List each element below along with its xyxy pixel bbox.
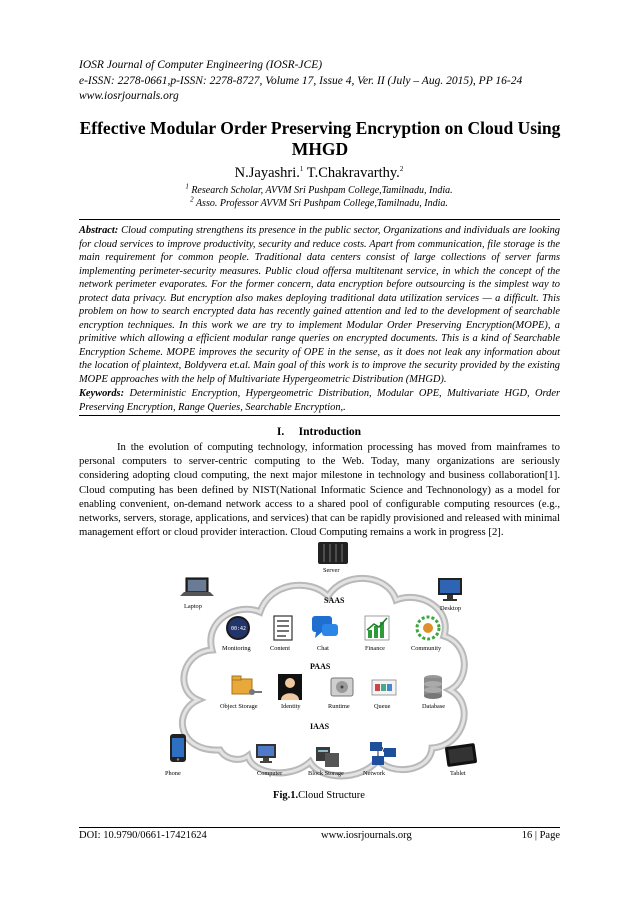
tablet-icon [445,743,477,767]
server-label: Server [323,567,340,574]
affiliation-1-text: Research Scholar, AVVM Sri Pushpam College,Tamilnadu, India. [191,185,453,196]
paas-item-runtime: Runtime [328,703,350,710]
top-rule [79,219,560,220]
phone-label: Phone [165,770,181,777]
monitoring-icon [226,616,250,640]
footer-site: www.iosrjournals.org [321,830,412,841]
saas-item-monitoring: Monitoring [222,645,251,652]
iaas-item-network: Network [363,770,386,777]
laptop-label: Laptop [184,603,202,610]
figure-caption [0,790,638,801]
journal-issn: e-ISSN: 2278-0661,p-ISSN: 2278-8727, Volume 17, Issue 4, Ver. II (July – Aug. 2015), PP 16-24 [79,74,523,87]
queue-icon [372,680,396,695]
runtime-icon [331,678,353,696]
database-icon [424,675,442,699]
saas-item-finance: Finance [365,645,385,652]
abstract-label: Abstract: [79,225,119,236]
paper-title: Effective Modular Order Preserving Encryption on Cloud Using MHGD [79,118,561,159]
cloud-shape [182,578,464,776]
figure-caption-label: Fig.1. [273,790,299,801]
journal-url: www.iosrjournals.org [79,90,179,102]
saas-title: SAAS [324,596,345,605]
section-number: I. [276,426,285,438]
tablet-label: Tablet [450,770,466,777]
intro-paragraph: In the evolution of computing technology, information processing has moved from mainframes to personal computers to server-centric computing to the Web. Today, many organizations are seriously considering adopting cloud computing, the next major milestone in technology and business collaboration[1]. Cloud computing has been defined by NIST(National Informatic Science and Technonology) as a model for enabling convenient, on-demand network access to a shared pool of configurable computing resources (e.g., networks, servers, storage, applications, and services) that can be rapidly provisioned and released with minimal management effort or cloud provider interaction. Cloud Computing remains a work in progress [2]. [79,441,560,539]
phone-icon [170,734,186,762]
paas-item-object-storage: Object Storage [220,703,258,710]
identity-icon [278,674,302,700]
desktop-icon [438,578,462,601]
saas-item-chat: Chat [317,645,329,652]
iaas-title: IAAS [310,722,330,731]
affiliation-2 [0,195,638,209]
journal-name: IOSR Journal of Computer Engineering (IOSR-JCE) [79,59,323,71]
abstract [79,224,560,386]
footer-page: 16 | Page [521,830,560,841]
section-title: Introduction [298,426,362,438]
paas-item-queue: Queue [374,703,391,710]
keywords [79,387,560,414]
keywords-label: Keywords: [79,388,125,399]
laptop-icon [180,578,214,596]
author-line [0,165,638,182]
figure-caption-text: Cloud Structure [298,790,365,801]
journal-header [79,58,522,105]
paas-title: PAAS [310,662,331,671]
server-icon [318,542,348,564]
paas-item-identity: Identity [281,703,301,710]
content-icon [274,616,292,640]
iaas-item-block-storage: Block Storage [308,770,344,777]
paas-item-database: Database [422,703,446,710]
author-1: N.Jayashri. [234,165,300,181]
affiliation-1 [0,182,638,196]
section-heading [0,426,638,438]
author-2-sup: 2 [399,165,404,174]
bottom-rule [79,415,560,416]
footer-rule [79,827,560,828]
saas-item-content: Content [270,645,290,652]
abstract-text: Cloud computing strengthens its presence in the public sector, Organizations and individuals are looking for cloud services to improve productivity, security and reduce costs. Apart from communication, file storage is the main requirement for common people. Traditional data centers consist of large collections of server farms implementing perimeter-security measures. Public cloud offersa multitenant service, in which the concept of the network perimeter evaporates. For the former concern, data encryption before outsourcing is the simplest way to protect data privacy. But encryption also makes deploying traditional data utilization services — a difficult. This problem on how to search encrypted data has recently gained attention and led to the development of searchable encryption techniques. In this work we are try to implement Modular Order Preserving Encryption(MOPE), a primitive which allowing a efficient modular range queries on encrypted documents. This is a kind of Searchable Encryption Scheme. MOPE improves the security of OPE in the sense, as it does not leak any information about the location of plaintext, Boldyvera et.al. Main goal of this work is to improve the security provided by the existing MOPE approaches with the help of Multivariate Hypergeometric Distribution (MHGD). [79,225,560,385]
footer-doi: DOI: 10.9790/0661-17421624 [79,830,207,841]
monitor-time: 00:42 [231,626,247,632]
author-1-sup: 1 [299,165,304,174]
affiliation-2-text: Asso. Professor AVVM Sri Pushpam College,Tamilnadu, India. [195,198,448,209]
affiliation-1-sup: 1 [185,182,189,191]
iaas-item-computer: Computer [257,770,283,777]
community-icon [417,617,439,639]
desktop-label: Desktop [440,605,461,612]
saas-item-community: Community [411,645,442,652]
finance-icon [365,616,389,640]
author-2: T.Chakravarthy. [306,165,400,181]
affiliation-2-sup: 2 [190,195,194,204]
cloud-structure-figure [160,540,480,790]
keywords-text: Deterministic Encryption, Hypergeometric Distribution, Modular OPE, Multivariate HGD, Order Preserving Encryption, Range Queries, Searchable Encryption,. [79,388,560,413]
